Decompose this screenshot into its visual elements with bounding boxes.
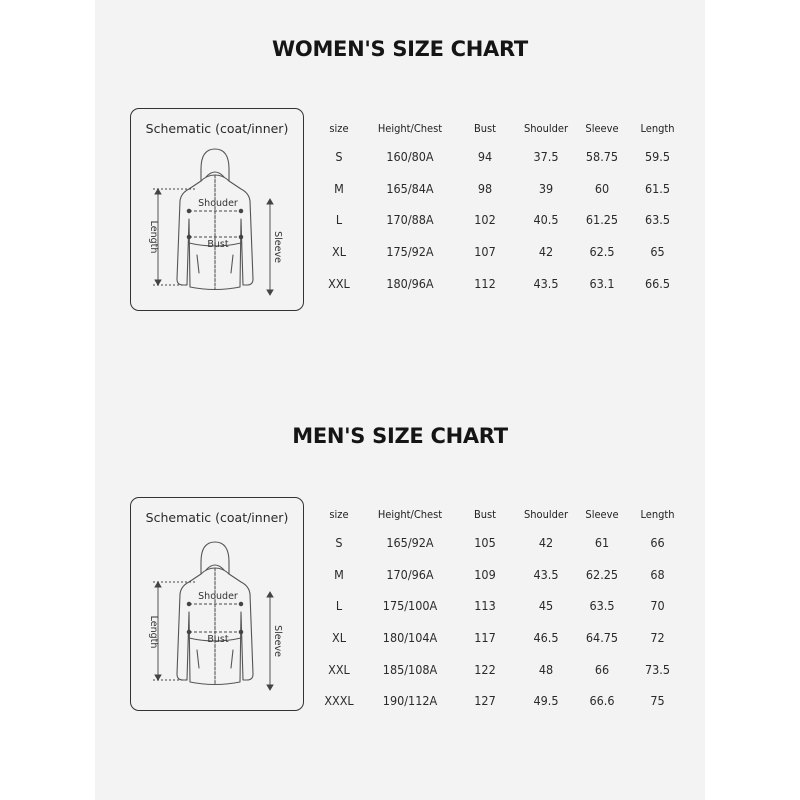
women-size-table — [318, 115, 693, 299]
cell-length: 70 — [650, 598, 665, 614]
men-jacket-diagram — [131, 498, 305, 712]
cell-size: M — [334, 180, 344, 196]
cell-length: 63.5 — [644, 212, 671, 228]
cell-length: 61.5 — [644, 180, 671, 196]
cell-height-chest: 175/100A — [382, 598, 438, 614]
cell-size: L — [335, 598, 343, 614]
cell-sleeve: 66 — [594, 661, 610, 677]
cell-length: 66 — [650, 535, 665, 551]
cell-shoulder: 48 — [538, 661, 554, 677]
cell-height-chest: 180/104A — [382, 630, 438, 646]
header-length: Length — [640, 507, 675, 521]
women-sleeve-label: Sleeve — [272, 231, 283, 263]
cell-size: XL — [332, 630, 346, 646]
cell-size: XXL — [328, 275, 350, 291]
cell-bust: 113 — [474, 598, 496, 614]
cell-length: 75 — [650, 693, 665, 709]
women-length-label: Length — [148, 220, 159, 254]
men-size-table — [318, 501, 693, 717]
cell-bust: 102 — [474, 212, 496, 228]
cell-bust: 98 — [477, 180, 493, 196]
cell-sleeve: 61.25 — [585, 212, 619, 228]
cell-bust: 112 — [474, 275, 496, 291]
cell-sleeve: 63.1 — [589, 275, 615, 291]
cell-length: 59.5 — [644, 149, 671, 165]
cell-size: XXL — [328, 661, 350, 677]
cell-height-chest: 165/84A — [386, 180, 434, 196]
cell-shoulder: 46.5 — [533, 630, 559, 646]
cell-height-chest: 160/80A — [386, 149, 434, 165]
cell-size: L — [335, 212, 343, 228]
table-row — [318, 622, 693, 654]
cell-shoulder: 39 — [538, 180, 554, 196]
table-row — [318, 559, 693, 591]
cell-sleeve: 60 — [594, 180, 610, 196]
cell-height-chest: 180/96A — [386, 275, 434, 291]
header-sleeve: Sleeve — [585, 121, 619, 135]
men-schematic-label: Schematic (coat/inner) — [145, 510, 289, 525]
cell-length: 72 — [650, 630, 665, 646]
cell-sleeve: 63.5 — [589, 598, 615, 614]
cell-sleeve: 58.75 — [585, 149, 619, 165]
cell-bust: 109 — [474, 566, 496, 582]
table-row — [318, 590, 693, 622]
cell-height-chest: 185/108A — [382, 661, 438, 677]
cell-shoulder: 42 — [538, 244, 554, 260]
header-shoulder: Shoulder — [523, 507, 569, 521]
cell-shoulder: 42 — [538, 535, 554, 551]
men-header-row — [318, 501, 693, 527]
cell-shoulder: 43.5 — [533, 566, 559, 582]
cell-size: M — [334, 566, 344, 582]
men-bust-label: Bust — [207, 634, 229, 645]
header-shoulder: Shoulder — [523, 121, 569, 135]
women-schematic-box — [130, 108, 304, 311]
table-row — [318, 141, 693, 173]
cell-sleeve: 66.6 — [589, 693, 615, 709]
cell-size: XL — [332, 244, 346, 260]
cell-height-chest: 170/88A — [386, 212, 434, 228]
header-height-chest: Height/Chest — [377, 121, 443, 135]
men-schematic-box — [130, 497, 304, 711]
header-size: size — [329, 507, 349, 521]
cell-shoulder: 45 — [538, 598, 554, 614]
table-row — [318, 173, 693, 205]
table-row — [318, 685, 693, 717]
cell-sleeve: 62.5 — [589, 244, 615, 260]
women-chart-title: WOMEN'S SIZE CHART — [272, 37, 528, 61]
men-sleeve-label: Sleeve — [272, 625, 283, 657]
cell-bust: 117 — [474, 630, 496, 646]
table-row — [318, 236, 693, 268]
cell-bust: 122 — [474, 661, 496, 677]
cell-bust: 105 — [474, 535, 496, 551]
cell-size: XXXL — [324, 693, 354, 709]
women-shoulder-label: Shouder — [198, 198, 238, 209]
cell-height-chest: 170/96A — [386, 566, 434, 582]
cell-sleeve: 62.25 — [585, 566, 619, 582]
header-sleeve: Sleeve — [585, 507, 619, 521]
header-length: Length — [640, 121, 675, 135]
table-row — [318, 267, 693, 299]
cell-shoulder: 37.5 — [533, 149, 559, 165]
cell-bust: 127 — [474, 693, 496, 709]
cell-length: 68 — [650, 566, 665, 582]
cell-shoulder: 40.5 — [533, 212, 559, 228]
women-header-row — [318, 115, 693, 141]
men-shoulder-label: Shouder — [198, 591, 238, 602]
table-row — [318, 527, 693, 559]
table-row — [318, 204, 693, 236]
cell-shoulder: 49.5 — [533, 693, 559, 709]
cell-bust: 107 — [474, 244, 496, 260]
men-chart-title: MEN'S SIZE CHART — [292, 424, 508, 448]
cell-length: 66.5 — [644, 275, 671, 291]
header-size: size — [329, 121, 349, 135]
cell-sleeve: 64.75 — [585, 630, 619, 646]
women-bust-label: Bust — [207, 239, 229, 250]
cell-size: S — [335, 149, 343, 165]
cell-sleeve: 61 — [594, 535, 610, 551]
women-schematic-label: Schematic (coat/inner) — [145, 121, 289, 136]
header-height-chest: Height/Chest — [377, 507, 443, 521]
cell-height-chest: 190/112A — [382, 693, 438, 709]
women-jacket-diagram — [131, 109, 305, 312]
cell-bust: 94 — [477, 149, 493, 165]
header-bust: Bust — [473, 507, 497, 521]
cell-height-chest: 165/92A — [386, 535, 434, 551]
cell-height-chest: 175/92A — [386, 244, 434, 260]
header-bust: Bust — [473, 121, 497, 135]
men-length-label: Length — [148, 615, 159, 649]
cell-shoulder: 43.5 — [533, 275, 559, 291]
cell-length: 65 — [650, 244, 665, 260]
cell-size: S — [335, 535, 343, 551]
cell-length: 73.5 — [644, 661, 671, 677]
table-row — [318, 653, 693, 685]
